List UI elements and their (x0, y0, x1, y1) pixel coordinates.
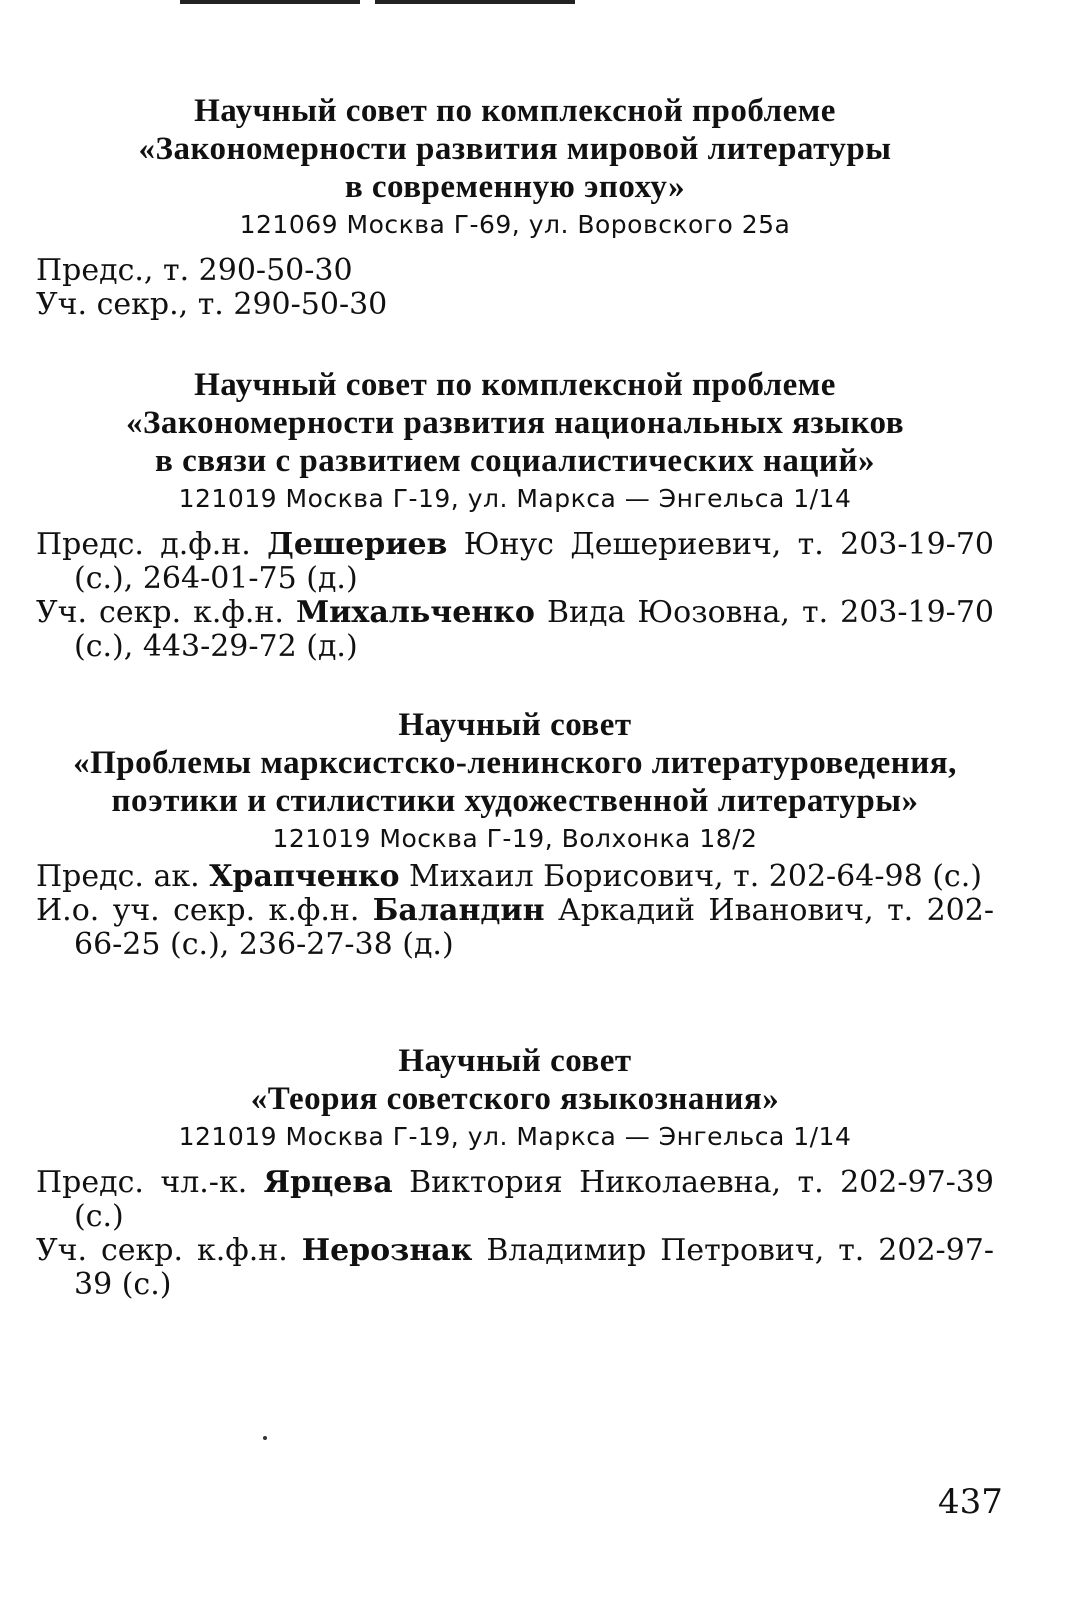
chair-entry (36, 528, 994, 596)
person-surname: Михальченко (295, 595, 535, 630)
entry-suffix: Виктория Николаевна, т. 202-97-39 (с.) (74, 1165, 994, 1234)
council-title (36, 366, 994, 480)
council-block-4 (36, 1042, 994, 1302)
secretary-entry (36, 894, 994, 962)
secretary-entry (36, 596, 994, 664)
title-line: «Теория советского языкознания» (250, 1081, 780, 1117)
council-title (36, 92, 994, 206)
person-surname: Нерознак (301, 1233, 473, 1268)
entry-prefix: Уч. секр., т. 290-50-30 (36, 287, 388, 322)
entry-prefix: Уч. секр. к.ф.н. (36, 595, 296, 630)
entry-suffix: Владимир Петрович, т. 202-97-39 (с.) (74, 1233, 994, 1302)
contacts (36, 528, 994, 664)
entry-prefix: Предс. ак. (36, 859, 210, 894)
top-rule-left (180, 0, 360, 4)
contacts (36, 254, 994, 322)
council-address: 121019 Москва Г-19, ул. Маркса — Энгельса 1/14 (178, 484, 852, 513)
secretary-entry (36, 1234, 994, 1302)
entry-suffix: Михаил Борисович, т. 202-64-98 (с.) (399, 859, 982, 894)
council-block-2 (36, 366, 994, 664)
title-line: Научный совет (398, 707, 632, 743)
secretary-entry (36, 288, 994, 322)
council-title (36, 1042, 994, 1118)
entry-prefix: И.о. уч. секр. к.ф.н. (36, 893, 373, 928)
council-block-3 (36, 706, 994, 962)
person-surname: Ярцева (263, 1165, 393, 1200)
title-line: «Закономерности развития национальных языков (125, 405, 905, 441)
contacts (36, 860, 994, 962)
page-number: 437 (938, 1482, 1003, 1522)
entry-suffix: Аркадий Иванович, т. 202-66-25 (с.), 236-27-38 (д.) (74, 893, 994, 962)
council-block-1 (36, 92, 994, 322)
entry-prefix: Предс., т. 290-50-30 (36, 253, 353, 288)
person-surname: Дешериев (267, 527, 448, 562)
title-line: Научный совет по комплексной проблеме (194, 367, 836, 403)
title-line: «Проблемы марксистско-ленинского литературоведения, (73, 745, 957, 781)
entry-prefix: Предс. чл.-к. (36, 1165, 264, 1200)
print-speck (263, 1436, 267, 1440)
entry-prefix: Предс. д.ф.н. (36, 527, 268, 562)
chair-entry (36, 860, 994, 894)
title-line: «Закономерности развития мировой литературы (138, 131, 892, 167)
entry-suffix: Юнус Дешериевич, т. 203-19-70 (с.), 264-01-75 (д.) (74, 527, 994, 596)
top-rule-right (375, 0, 575, 4)
council-address: 121069 Москва Г-69, ул. Воровского 25а (239, 210, 791, 239)
chair-entry (36, 1166, 994, 1234)
contacts (36, 1166, 994, 1302)
entry-suffix: Вида Юозовна, т. 203-19-70 (с.), 443-29-72 (д.) (74, 595, 994, 664)
entry-prefix: Уч. секр. к.ф.н. (36, 1233, 302, 1268)
council-address: 121019 Москва Г-19, Волхонка 18/2 (272, 824, 758, 853)
title-line: поэтики и стилистики художественной литературы» (111, 783, 919, 819)
title-line: Научный совет (398, 1043, 632, 1079)
title-line: в связи с развитием социалистических наций» (155, 443, 875, 479)
person-surname: Баландин (372, 893, 545, 928)
title-line: в современную эпоху» (344, 169, 686, 205)
chair-entry (36, 254, 994, 288)
person-surname: Храпченко (209, 859, 400, 894)
title-line: Научный совет по комплексной проблеме (194, 93, 836, 129)
council-address: 121019 Москва Г-19, ул. Маркса — Энгельса 1/14 (178, 1122, 852, 1151)
council-title (36, 706, 994, 820)
